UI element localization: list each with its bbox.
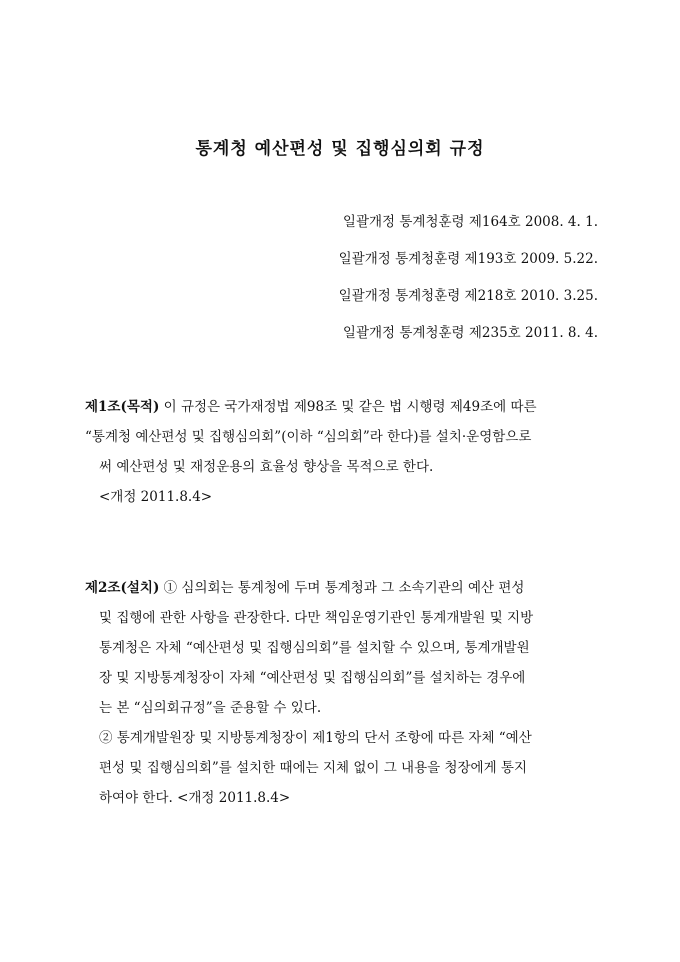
article-2-line-3: 통계청은 자체 “예산편성 및 집행심의회”를 설치할 수 있으며, 통계개발원	[99, 640, 530, 656]
amendment-line-1: 일괄개정 통계청훈령 제164호 2008. 4. 1.	[342, 214, 598, 230]
amendment-line-3: 일괄개정 통계청훈령 제218호 2010. 3.25.	[338, 288, 598, 304]
article-2-line-5: 는 본 “심의회규정”을 준용할 수 있다.	[99, 700, 322, 716]
article-1-text-1: 이 규정은 국가재정법 제98조 및 같은 법 시행령 제49조에 따른	[159, 399, 537, 415]
document-title: 통계청 예산편성 및 집행심의회 규정	[195, 139, 485, 159]
article-1-heading: 제1조(목적)	[85, 399, 160, 415]
article-2-line-4: 장 및 지방통계청장이 자체 “예산편성 및 집행심의회”를 설치하는 경우에	[99, 670, 526, 686]
article-1-line-1	[85, 392, 605, 422]
article-2-line-8: 하여야 한다. <개정 2011.8.4>	[99, 790, 291, 806]
article-2-text-1: ① 심의회는 통계청에 두며 통계청과 그 소속기관의 예산 편성	[159, 580, 525, 596]
article-1	[85, 392, 605, 512]
article-2	[85, 573, 605, 813]
article-1-amend-note: <개정 2011.8.4>	[99, 489, 213, 505]
article-1-line-3: 써 예산편성 및 재정운용의 효율성 향상을 목적으로 한다.	[99, 459, 434, 475]
article-2-line-2: 및 집행에 관한 사항을 관장한다. 다만 책임운영기관인 통계개발원 및 지방	[99, 610, 534, 626]
article-2-heading: 제2조(설치)	[85, 580, 160, 596]
article-2-line-6: ② 통계개발원장 및 지방통계청장이 제1항의 단서 조항에 따른 자체 “예산	[99, 730, 532, 746]
amendment-line-4: 일괄개정 통계청훈령 제235호 2011. 8. 4.	[342, 325, 598, 341]
amendment-line-2: 일괄개정 통계청훈령 제193호 2009. 5.22.	[338, 251, 598, 267]
article-2-line-1	[85, 573, 605, 603]
article-1-line-2: “통계청 예산편성 및 집행심의회”(이하 “심의회”라 한다)를 설치·운영함으로	[85, 429, 532, 445]
article-2-line-7: 편성 및 집행심의회”를 설치한 때에는 지체 없이 그 내용을 청장에게 통지	[99, 760, 528, 776]
